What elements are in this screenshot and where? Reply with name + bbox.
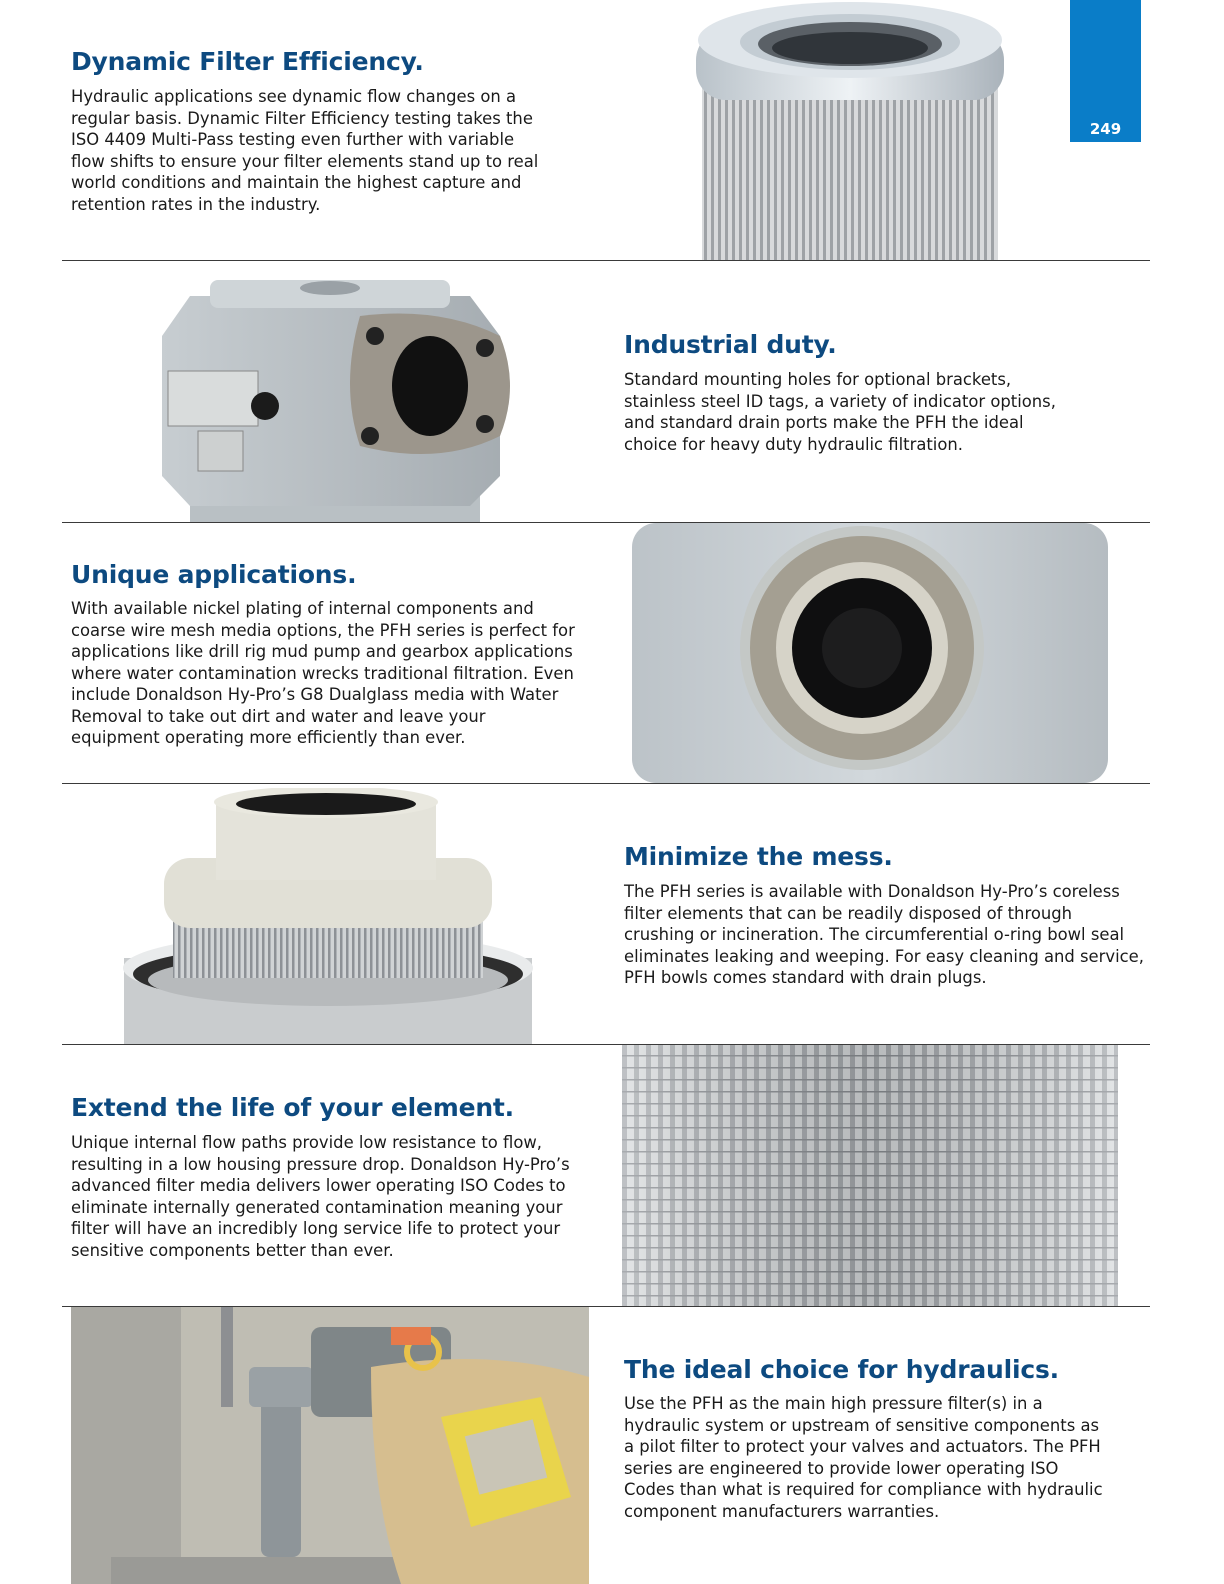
section-divider (62, 783, 1150, 784)
filter-element-top-photo (690, 0, 1010, 260)
installed-filter-motor-photo (71, 1307, 589, 1584)
section-heading-extend-life: Extend the life of your element. (71, 1093, 514, 1122)
pleated-media-closeup-photo (622, 1045, 1118, 1306)
section-body-extend-life: Unique internal flow paths provide low resistance to flow, resulting in a low housing pressure drop. Donaldson Hy-Pro’s advanced filter media delivers lower operating ISO Codes to eliminate internally generated contamination meaning your filter will have an incredibly long service life to protect your sensitive components better than ever. (71, 1133, 570, 1260)
section-heading-ideal-choice: The ideal choice for hydraulics. (624, 1355, 1059, 1384)
page-number: 249 (1089, 120, 1122, 138)
section-heading-dynamic-efficiency: Dynamic Filter Efficiency. (71, 47, 424, 76)
section-heading-unique-applications: Unique applications. (71, 560, 357, 589)
section-heading-industrial-duty: Industrial duty. (624, 330, 837, 359)
section-body-ideal-choice: Use the PFH as the main high pressure filter(s) in a hydraulic system or upstream of sensitive components as a pilot filter to protect your valves and actuators. The PFH series are engineered to provide lower operating ISO Codes than what is required for compliance with hydraulic component manufacturers warranties. (624, 1394, 1103, 1521)
section-body-dynamic-efficiency: Hydraulic applications see dynamic flow changes on a regular basis. Dynamic Filter Efficiency testing takes the ISO 4409 Multi-Pass testing even further with variable flow shifts to ensure your filter elements stand up to real world conditions and maintain the highest capture and retention rates in the industry. (71, 87, 539, 214)
section-body-unique-applications: With available nickel plating of internal components and coarse wire mesh media options, the PFH series is perfect for applications like drill rig mud pump and gearbox applications where water contamination wrecks traditional filtration. Even include Donaldson Hy-Pro’s G8 Dualglass media with Water Removal to take out dirt and water and leave your equipment operating more efficiently than ever. (71, 599, 575, 747)
section-divider (62, 260, 1150, 261)
section-heading-minimize-mess: Minimize the mess. (624, 842, 893, 871)
section-body-industrial-duty: Standard mounting holes for optional brackets, stainless steel ID tags, a variety of indicator options, and standard drain ports make the PFH the ideal choice for heavy duty hydraulic filtration. (624, 370, 1056, 454)
coreless-element-bowl-photo (118, 788, 538, 1044)
page-number-tab (1070, 0, 1141, 142)
filter-housing-head-photo (150, 276, 530, 522)
nickel-plated-port-photo (632, 523, 1108, 783)
section-body-minimize-mess: The PFH series is available with Donaldson Hy-Pro’s coreless filter elements that can be readily disposed of through crushing or incineration. The circumferential o-ring bowl seal eliminates leaking and weeping. For easy cleaning and service, PFH bowls comes standard with drain plugs. (624, 882, 1144, 987)
